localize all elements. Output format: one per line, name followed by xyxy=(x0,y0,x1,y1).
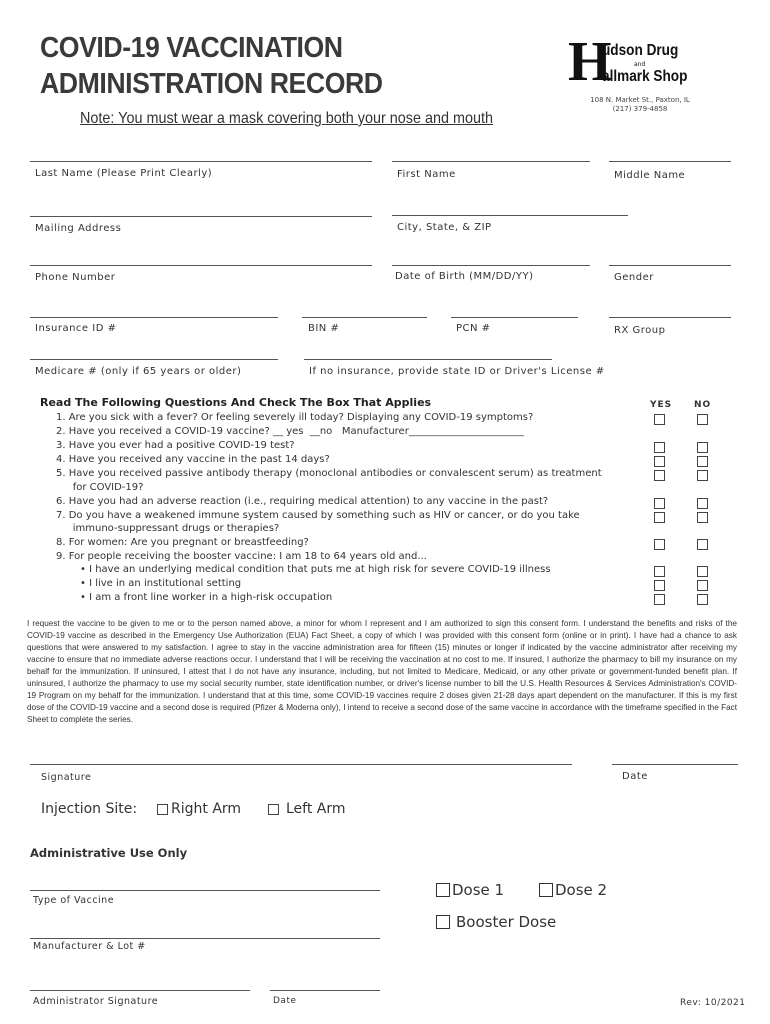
question-item: for COVID-19? xyxy=(60,482,144,493)
question-item: • I have an underlying medical condition that puts me at high risk for severe COVID-19 illness xyxy=(80,564,551,575)
signature-label: Signature xyxy=(41,772,92,783)
title-line-1: COVID-19 VACCINATION xyxy=(40,32,343,64)
yes-checkbox[interactable] xyxy=(654,470,665,481)
pcn-label: PCN # xyxy=(456,323,491,334)
signature-date-label: Date xyxy=(622,771,648,782)
question-item: immuno-suppressant drugs or therapies? xyxy=(60,523,280,534)
question-item: 6. Have you had an adverse reaction (i.e., requiring medical attention) to any vaccine in the past? xyxy=(56,496,549,507)
middle-name-field[interactable] xyxy=(609,161,731,162)
pharmacy-logo xyxy=(566,31,726,93)
right-arm-label: Right Arm xyxy=(171,801,242,817)
logo-line-1: udson Drug xyxy=(602,42,679,59)
right-arm-checkbox[interactable] xyxy=(157,804,168,815)
city-state-zip-field[interactable] xyxy=(392,215,628,216)
phone-label: Phone Number xyxy=(35,272,116,283)
title-line-2: ADMINISTRATION RECORD xyxy=(40,68,383,100)
medicare-field[interactable] xyxy=(30,359,278,360)
gender-label: Gender xyxy=(614,272,654,283)
gender-field[interactable] xyxy=(609,265,731,266)
manufacturer-lot-label: Manufacturer & Lot # xyxy=(33,941,146,952)
dose2-checkbox[interactable] xyxy=(539,883,553,897)
yes-checkbox[interactable] xyxy=(654,580,665,591)
bin-label: BIN # xyxy=(308,323,340,334)
yes-checkbox[interactable] xyxy=(654,456,665,467)
no-checkbox[interactable] xyxy=(697,498,708,509)
logo-initial: H xyxy=(568,31,612,93)
dob-field[interactable] xyxy=(392,265,590,266)
mask-note: Note: You must wear a mask covering both your nose and mouth xyxy=(80,110,494,127)
signature-field[interactable] xyxy=(30,764,572,765)
question-item: 5. Have you received passive antibody therapy (monoclonal antibodies or convalescent serum) as treatment xyxy=(56,468,602,479)
vaccine-type-field[interactable] xyxy=(30,890,380,891)
insurance-id-field[interactable] xyxy=(30,317,278,318)
booster-label: Booster Dose xyxy=(456,913,557,931)
bin-field[interactable] xyxy=(302,317,427,318)
question-item: 1. Are you sick with a fever? Or feeling severely ill today? Displaying any COVID-19 symptoms? xyxy=(56,412,534,423)
left-arm-checkbox[interactable] xyxy=(268,804,279,815)
admin-signature-field[interactable] xyxy=(30,990,250,991)
booster-checkbox[interactable] xyxy=(436,915,450,929)
state-id-field[interactable] xyxy=(304,359,552,360)
last-name-field[interactable] xyxy=(30,161,372,162)
no-checkbox[interactable] xyxy=(697,539,708,550)
signature-date-field[interactable] xyxy=(612,764,738,765)
mailing-address-label: Mailing Address xyxy=(35,223,122,234)
logo-line-2: allmark Shop xyxy=(602,68,688,85)
yes-checkbox[interactable] xyxy=(654,414,665,425)
pcn-field[interactable] xyxy=(451,317,578,318)
insurance-id-label: Insurance ID # xyxy=(35,323,117,334)
no-checkbox[interactable] xyxy=(697,594,708,605)
question-item: 2. Have you received a COVID-19 vaccine? __ yes __no Manufacturer_______________________ xyxy=(56,426,524,437)
city-state-zip-label: City, State, & ZIP xyxy=(397,222,492,233)
phone: (217) 379-4858 xyxy=(612,105,668,113)
no-checkbox[interactable] xyxy=(697,442,708,453)
left-arm-label: Left Arm xyxy=(286,801,346,817)
no-checkbox[interactable] xyxy=(697,470,708,481)
medicare-label: Medicare # (only if 65 years or older) xyxy=(35,366,242,377)
consent-text: I request the vaccine to be given to me or to the person named above, a minor for whom I represent and I am authorized to sign this consent form. I understand the benefits and risks of the COVID-19 vaccine as described in the Emergency Use Authorization (EUA) Fact Sheet, a copy of which I was provided with this consent form (online or in print). I have had a chance to ask questions that were answered to my satisfaction. I agree to stay in the vaccine administration area for fifteen (15) minutes or longer if indicated by the vaccine administrator after receiving my vaccine to ensure that no immediate adverse reactions occur. I understand that I will be receiving the vaccination at no cost to me. If insured, I authorize the pharmacy to bill my insurance on my behalf for the immunization. If uninsured, I attest that I do not have any insurance, including, but not limited to Medicare, Medicaid, or any other private or government-funded benefit plan. If uninsured, I authorize the pharmacy to use my social security number, state identification number, or driver's license number to bill the U.S. Health Resources & Services Administration's COVID-19 Program on my behalf for the immunization. I understand that at this time, some COVID-19 vaccines require 2 doses given 21-28 days apart dependent on the manufacturer. If this is my first dose of the COVID-19 vaccine and a second dose is required (Pfizer & Moderna only), I intend to receive a second dose of the same vaccine in accordance with the timeframe specified in the Fact Sheet to complete the series. xyxy=(27,619,737,724)
state-id-label: If no insurance, provide state ID or Driver's License # xyxy=(309,366,605,377)
dose1-checkbox[interactable] xyxy=(436,883,450,897)
questions-heading: Read The Following Questions And Check The Box That Applies xyxy=(40,396,432,409)
logo-and: and xyxy=(634,61,646,68)
revision-label: Rev: 10/2021 xyxy=(680,998,746,1008)
question-item: • I live in an institutional setting xyxy=(80,578,242,589)
yes-checkbox[interactable] xyxy=(654,594,665,605)
no-checkbox[interactable] xyxy=(697,566,708,577)
vaccine-type-label: Type of Vaccine xyxy=(33,895,115,906)
yes-checkbox[interactable] xyxy=(654,512,665,523)
question-item: 4. Have you received any vaccine in the past 14 days? xyxy=(56,454,330,465)
question-item: 8. For women: Are you pregnant or breastfeeding? xyxy=(56,537,309,548)
question-item: • I am a front line worker in a high-risk occupation xyxy=(80,592,333,603)
question-item: 7. Do you have a weakened immune system caused by something such as HIV or cancer, or do you take xyxy=(56,510,580,521)
dose2-label: Dose 2 xyxy=(555,881,608,899)
no-checkbox[interactable] xyxy=(697,456,708,467)
admin-date-label: Date xyxy=(273,996,297,1006)
yes-header: YES xyxy=(650,400,673,410)
yes-checkbox[interactable] xyxy=(654,539,665,550)
manufacturer-lot-field[interactable] xyxy=(30,938,380,939)
yes-checkbox[interactable] xyxy=(654,498,665,509)
question-item: 9. For people receiving the booster vaccine: I am 18 to 64 years old and... xyxy=(56,551,427,562)
no-checkbox[interactable] xyxy=(697,512,708,523)
page-title xyxy=(40,30,383,102)
mailing-address-field[interactable] xyxy=(30,216,372,217)
injection-site-label: Injection Site: xyxy=(41,801,138,817)
first-name-field[interactable] xyxy=(392,161,590,162)
dose1-label: Dose 1 xyxy=(452,881,505,899)
first-name-label: First Name xyxy=(397,169,456,180)
admin-date-field[interactable] xyxy=(270,990,380,991)
question-item: 3. Have you ever had a positive COVID-19 test? xyxy=(56,440,295,451)
last-name-label: Last Name (Please Print Clearly) xyxy=(35,168,213,179)
admin-signature-label: Administrator Signature xyxy=(33,996,159,1007)
no-checkbox[interactable] xyxy=(697,414,708,425)
admin-heading: Administrative Use Only xyxy=(30,846,188,860)
rx-group-label: RX Group xyxy=(614,325,666,336)
dob-label: Date of Birth (MM/DD/YY) xyxy=(395,271,534,282)
no-header: NO xyxy=(694,400,712,410)
yes-checkbox[interactable] xyxy=(654,566,665,577)
no-checkbox[interactable] xyxy=(697,580,708,591)
phone-field[interactable] xyxy=(30,265,372,266)
rx-group-field[interactable] xyxy=(609,317,731,318)
middle-name-label: Middle Name xyxy=(614,170,686,181)
pharmacy-address xyxy=(560,96,720,114)
yes-checkbox[interactable] xyxy=(654,442,665,453)
address: 108 N. Market St., Paxton, IL xyxy=(590,96,690,104)
